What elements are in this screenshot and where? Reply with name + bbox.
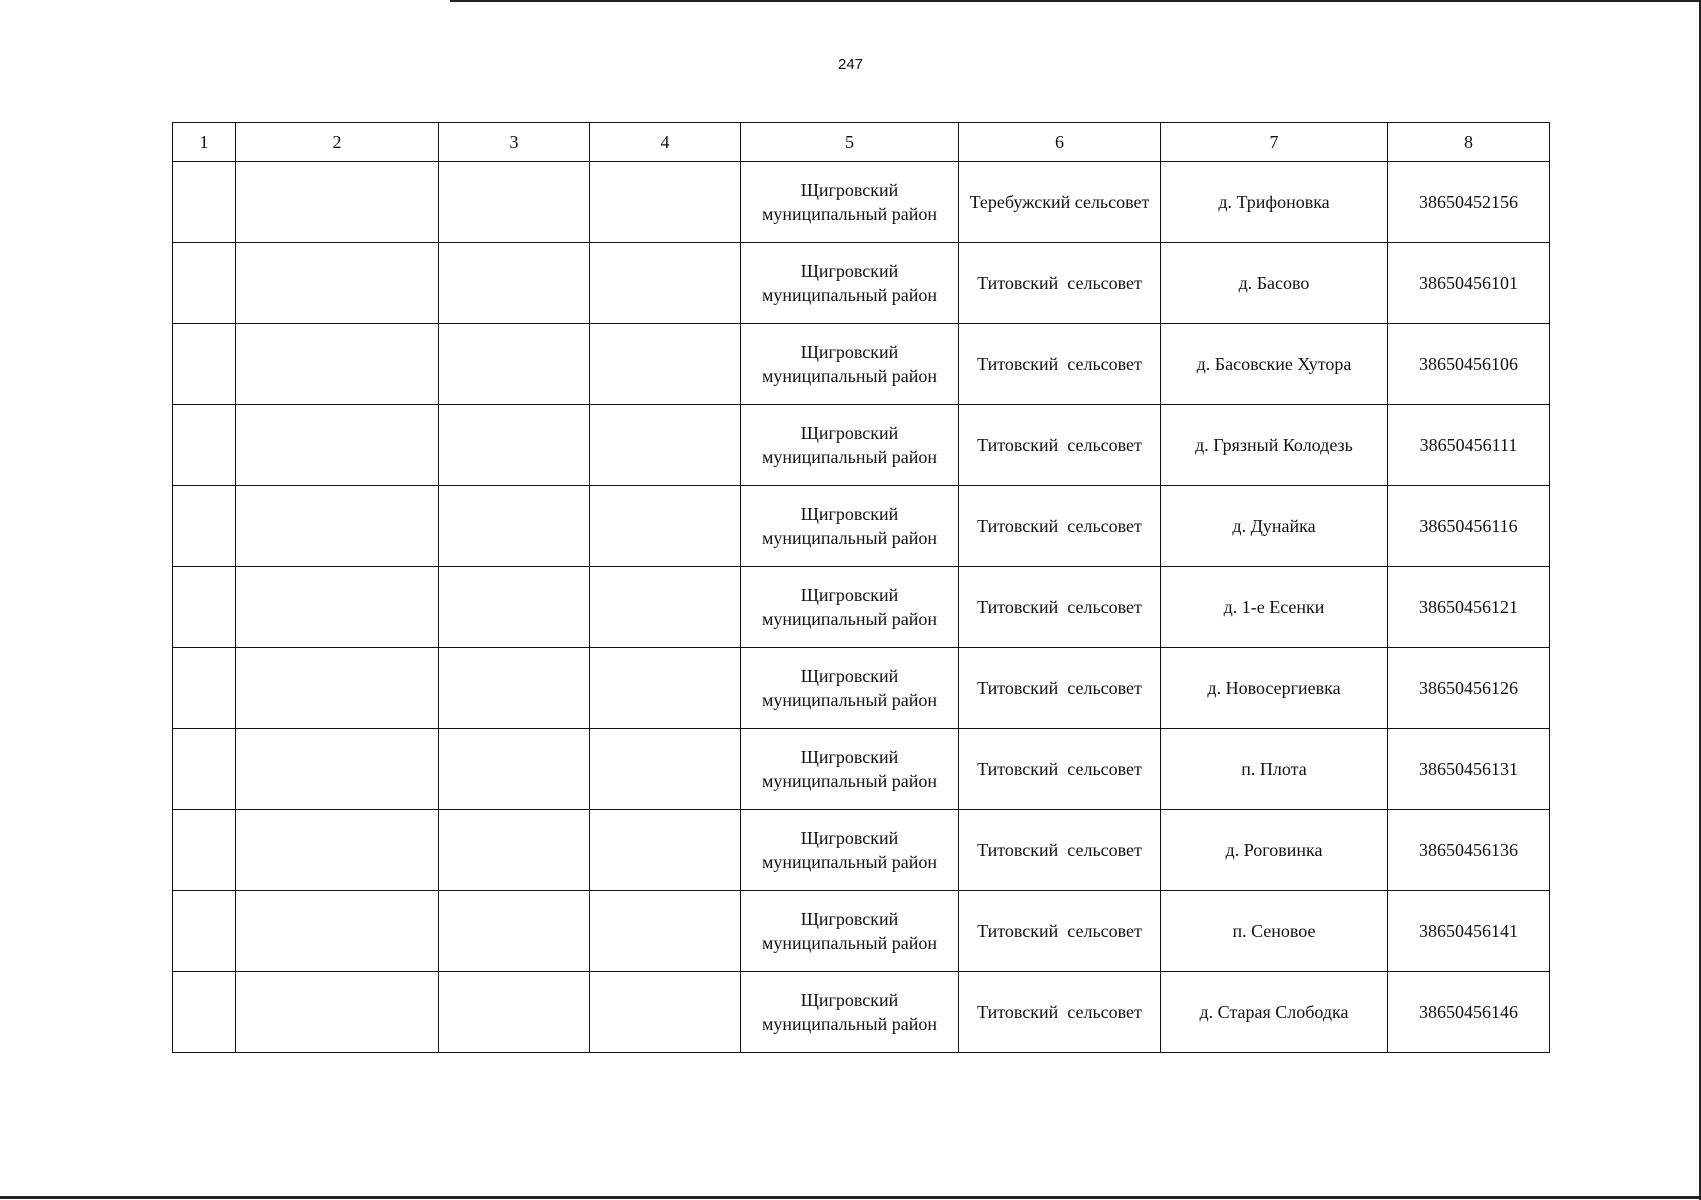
council-cell: Теребужский сельсовет (959, 162, 1161, 243)
cell-col-1 (173, 324, 236, 405)
code-cell: 38650456141 (1388, 891, 1550, 972)
locality-cell: д. Роговинка (1161, 810, 1388, 891)
district-cell: Щигровский муниципальный район (741, 324, 959, 405)
cell-col-1 (173, 567, 236, 648)
council-cell: Титовский сельсовет (959, 324, 1161, 405)
column-header-3: 3 (439, 123, 590, 162)
district-cell: Щигровский муниципальный район (741, 243, 959, 324)
council-cell: Титовский сельсовет (959, 972, 1161, 1053)
scan-edge-top (450, 0, 1701, 2)
locality-cell: п. Сеновое (1161, 891, 1388, 972)
council-cell: Титовский сельсовет (959, 486, 1161, 567)
cell-col-1 (173, 243, 236, 324)
cell-col-2 (236, 567, 439, 648)
code-cell: 38650456126 (1388, 648, 1550, 729)
locality-cell: д. Дунайка (1161, 486, 1388, 567)
code-cell: 38650456136 (1388, 810, 1550, 891)
table-row (173, 810, 1550, 891)
column-header-7: 7 (1161, 123, 1388, 162)
district-cell: Щигровский муниципальный район (741, 405, 959, 486)
table-row (173, 648, 1550, 729)
cell-col-1 (173, 810, 236, 891)
locality-cell: д. Новосергиевка (1161, 648, 1388, 729)
cell-col-3 (439, 405, 590, 486)
cell-col-3 (439, 648, 590, 729)
cell-col-3 (439, 243, 590, 324)
district-cell: Щигровский муниципальный район (741, 162, 959, 243)
cell-col-2 (236, 405, 439, 486)
table-row (173, 972, 1550, 1053)
table-header-row (173, 123, 1550, 162)
cell-col-4 (590, 891, 741, 972)
cell-col-2 (236, 729, 439, 810)
cell-col-2 (236, 324, 439, 405)
table-row (173, 567, 1550, 648)
table-body (173, 162, 1550, 1053)
code-cell: 38650456101 (1388, 243, 1550, 324)
locality-cell: д. Старая Слободка (1161, 972, 1388, 1053)
council-cell: Титовский сельсовет (959, 648, 1161, 729)
column-header-6: 6 (959, 123, 1161, 162)
cell-col-3 (439, 324, 590, 405)
council-cell: Титовский сельсовет (959, 810, 1161, 891)
table-row (173, 486, 1550, 567)
cell-col-4 (590, 162, 741, 243)
scan-edge-bottom (0, 1196, 1701, 1199)
cell-col-3 (439, 972, 590, 1053)
locality-cell: д. Басовские Хутора (1161, 324, 1388, 405)
cell-col-3 (439, 162, 590, 243)
column-header-1: 1 (173, 123, 236, 162)
cell-col-4 (590, 243, 741, 324)
table-row (173, 405, 1550, 486)
cell-col-4 (590, 648, 741, 729)
cell-col-3 (439, 486, 590, 567)
cell-col-2 (236, 648, 439, 729)
code-cell: 38650456131 (1388, 729, 1550, 810)
council-cell: Титовский сельсовет (959, 891, 1161, 972)
table-row (173, 162, 1550, 243)
code-cell: 38650456121 (1388, 567, 1550, 648)
district-cell: Щигровский муниципальный район (741, 810, 959, 891)
district-cell: Щигровский муниципальный район (741, 729, 959, 810)
district-cell: Щигровский муниципальный район (741, 891, 959, 972)
cell-col-1 (173, 972, 236, 1053)
cell-col-3 (439, 567, 590, 648)
cell-col-3 (439, 729, 590, 810)
code-cell: 38650452156 (1388, 162, 1550, 243)
cell-col-2 (236, 486, 439, 567)
district-cell: Щигровский муниципальный район (741, 972, 959, 1053)
column-header-5: 5 (741, 123, 959, 162)
code-cell: 38650456106 (1388, 324, 1550, 405)
locality-cell: п. Плота (1161, 729, 1388, 810)
code-cell: 38650456116 (1388, 486, 1550, 567)
council-cell: Титовский сельсовет (959, 729, 1161, 810)
cell-col-4 (590, 729, 741, 810)
cell-col-4 (590, 567, 741, 648)
column-header-2: 2 (236, 123, 439, 162)
cell-col-1 (173, 486, 236, 567)
district-cell: Щигровский муниципальный район (741, 486, 959, 567)
locality-cell: д. Басово (1161, 243, 1388, 324)
table-row (173, 729, 1550, 810)
code-cell: 38650456146 (1388, 972, 1550, 1053)
cell-col-4 (590, 810, 741, 891)
cell-col-1 (173, 405, 236, 486)
cell-col-2 (236, 243, 439, 324)
column-header-8: 8 (1388, 123, 1550, 162)
council-cell: Титовский сельсовет (959, 567, 1161, 648)
locality-cell: д. Трифоновка (1161, 162, 1388, 243)
table-row (173, 891, 1550, 972)
cell-col-3 (439, 810, 590, 891)
cell-col-4 (590, 972, 741, 1053)
cell-col-2 (236, 810, 439, 891)
cell-col-4 (590, 324, 741, 405)
table-row (173, 243, 1550, 324)
cell-col-4 (590, 486, 741, 567)
district-cell: Щигровский муниципальный район (741, 648, 959, 729)
cell-col-3 (439, 891, 590, 972)
table-row (173, 324, 1550, 405)
cell-col-2 (236, 972, 439, 1053)
council-cell: Титовский сельсовет (959, 405, 1161, 486)
cell-col-2 (236, 162, 439, 243)
locality-cell: д. 1-е Есенки (1161, 567, 1388, 648)
code-cell: 38650456111 (1388, 405, 1550, 486)
data-table (172, 122, 1550, 1053)
council-cell: Титовский сельсовет (959, 243, 1161, 324)
column-header-4: 4 (590, 123, 741, 162)
locality-cell: д. Грязный Колодезь (1161, 405, 1388, 486)
page-number: 247 (837, 56, 864, 73)
cell-col-1 (173, 891, 236, 972)
cell-col-1 (173, 729, 236, 810)
cell-col-2 (236, 891, 439, 972)
cell-col-4 (590, 405, 741, 486)
cell-col-1 (173, 648, 236, 729)
district-cell: Щигровский муниципальный район (741, 567, 959, 648)
cell-col-1 (173, 162, 236, 243)
